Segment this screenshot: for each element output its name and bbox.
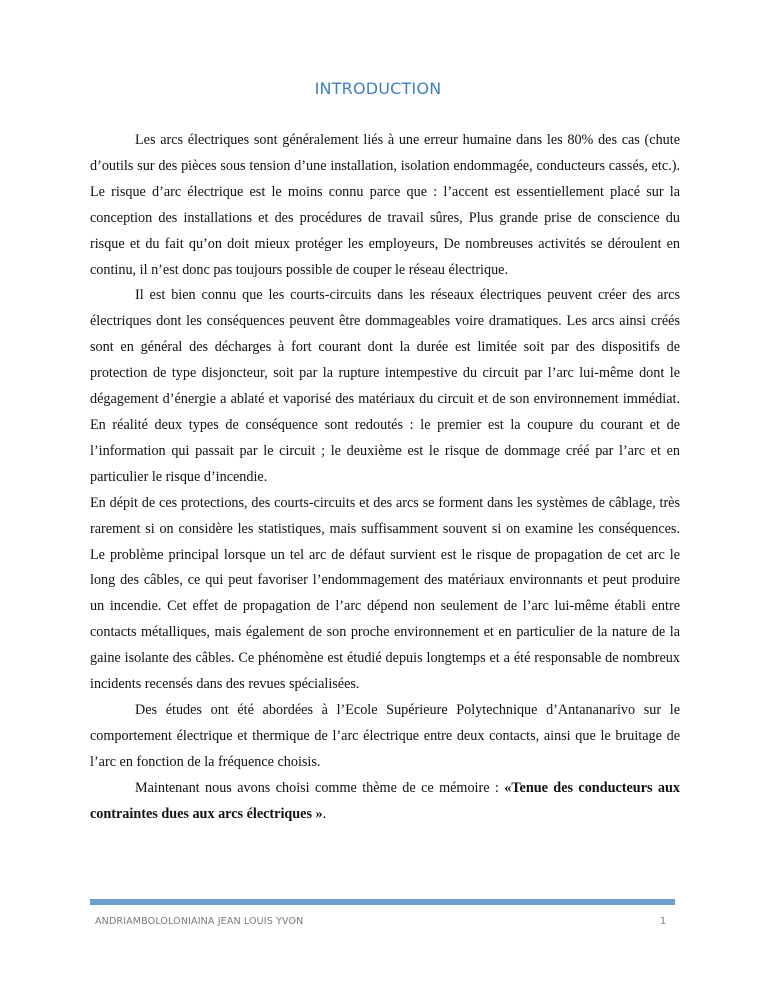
paragraph-5-closing: [90, 776, 680, 828]
footer-author: ANDRIAMBOLOLONIAINA JEAN LOUIS YVON: [95, 916, 304, 927]
paragraph-3: En dépit de ces protections, des courts-circuits et des arcs se forment dans les systèmes de câblage, très rarement si on considère les statistiques, mais suffisamment souvent si on examine les conséquences. Le problème principal lorsque un tel arc de défaut survient est le risque de propagation de cet arc le long des câbles, ce qui peut favoriser l’endommagement des matériaux environnants et peut produire un incendie. Cet effet de propagation de l’arc dépend non seulement de l’arc lui-même établi entre contacts métalliques, mais également de son proche environnement et en particulier de la nature de la gaine isolante des câbles. Ce phénomène est étudié depuis longtemps et a été responsable de nombreux incidents recensés dans des revues spécialisées.: [90, 494, 680, 693]
paragraph-2: Il est bien connu que les courts-circuits dans les réseaux électriques peuvent créer des arcs électriques dont les conséquences peuvent être dommageables voire dramatiques. Les arcs ainsi créés sont en général des décharges à fort courant dont la durée est limitée soit par des dispositifs de protection de type disjoncteur, soit par la rupture intempestive du circuit par l’arc lui-même dont le dégagement d’énergie a ablaté et vaporisé des matériaux du circuit et de son environnement immédiat. En réalité deux types de conséquence sont redoutés : le premier est la coupure du courant et de l’information qui passait par le circuit ; le deuxième est le risque de dommage créé par l’arc et en particulier le risque d’incendie.: [90, 287, 680, 485]
paragraph-4: Des études ont été abordées à l’Ecole Supérieure Polytechnique d’Antananarivo sur le comportement électrique et thermique de l’arc électrique entre deux contacts, ainsi que le bruitage de l’arc en fonction de la fréquence choisis.: [90, 701, 680, 770]
body-text: [90, 128, 680, 827]
page-title: INTRODUCTION: [314, 79, 442, 98]
memoir-theme: «Tenue des conducteurs aux contraintes dues aux arcs électriques »: [90, 779, 680, 822]
footer-divider: [90, 899, 675, 905]
page-number: 1: [660, 916, 667, 927]
paragraph-1: Les arcs électriques sont généralement liés à une erreur humaine dans les 80% des cas (chute d’outils sur des pièces sous tension d’une installation, isolation endommagée, conducteurs cassés, etc.). Le risque d’arc électrique est le moins connu parce que : l’accent est essentiellement placé sur la conception des installations et des procédures de travail sûres, Plus grande prise de conscience du risque et du fait qu’on doit mieux protéger les employeurs, De nombreuses activités se déroulent en continu, il n’est donc pas toujours possible de couper le réseau électrique.: [90, 132, 680, 278]
closing-end: .: [322, 805, 327, 822]
closing-lead: Maintenant nous avons choisi comme thème de ce mémoire :: [135, 779, 505, 796]
